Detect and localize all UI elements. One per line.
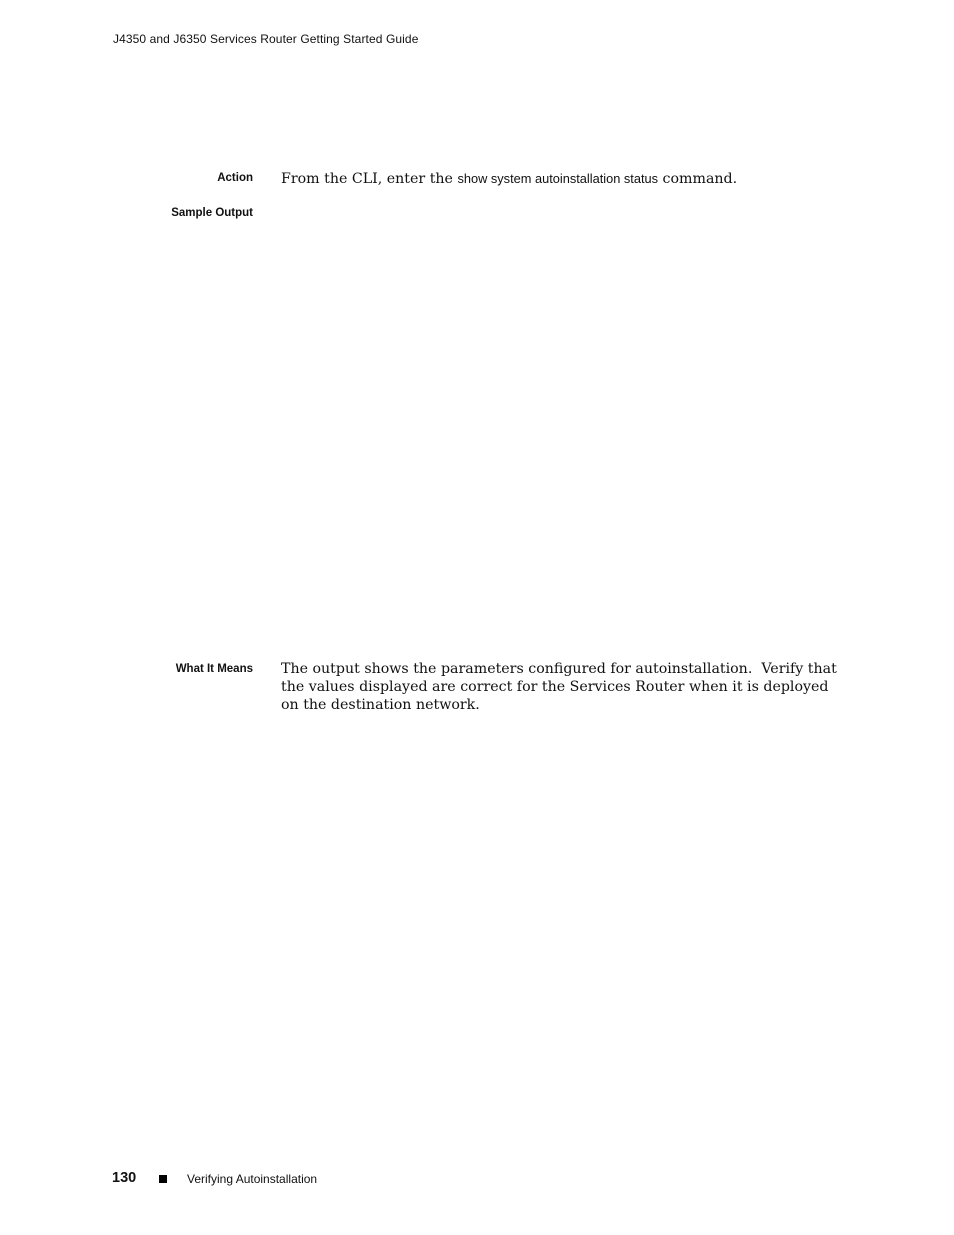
action-text-after: command. — [658, 171, 738, 187]
action-text-before: From the CLI, enter the — [281, 171, 458, 187]
page-number: 130 — [112, 1170, 137, 1186]
sample-output-label: Sample Output — [171, 207, 253, 219]
running-header: J4350 and J6350 Services Router Getting Started Guide — [113, 32, 419, 46]
footer-section-title: Verifying Autoinstallation — [187, 1172, 318, 1186]
command-name: show system autoinstallation status — [457, 171, 659, 186]
sample-output-area — [281, 230, 841, 640]
what-it-means-text: The output shows the parameters configured for autoinstallation. Verify that the values displayed are correct for the Services Router when it is deployed on the destination network. — [281, 661, 842, 713]
footer-square-icon — [159, 1175, 167, 1183]
action-label: Action — [217, 172, 253, 184]
action-text — [281, 170, 841, 188]
what-it-means-label: What It Means — [175, 663, 253, 675]
